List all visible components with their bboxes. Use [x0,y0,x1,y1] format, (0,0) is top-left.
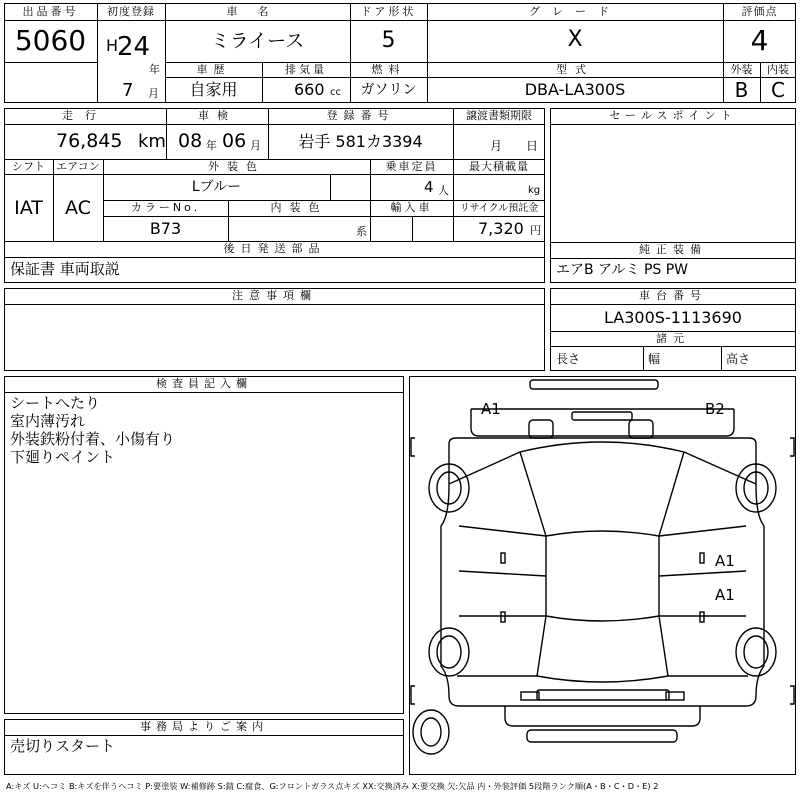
era: H [106,36,119,55]
int-color-unit: 系 [356,225,367,238]
transfer-day: 日 [526,139,539,153]
color-no-value: B73 [149,219,182,238]
ac-label: エアコン [56,160,100,173]
exterior-value: B [734,78,749,102]
damage-mark-front-left: A1 [481,400,501,418]
displacement-value: 660 [294,80,325,99]
score-label: 評価点 [741,5,778,18]
door-value: 5 [381,28,396,53]
damage-mark-right-rear-door: A1 [715,586,735,604]
inspector-line-2: 室内薄汚れ [10,412,86,430]
shift-value: IAT [14,197,43,219]
sales-points-box [550,108,796,243]
shift-label: シフト [12,160,45,173]
interior-label: 内装 [767,63,789,76]
score-value: 4 [750,24,769,57]
equipment-value: エアB アルミ PS PW [556,262,689,278]
car-name: ミライース [210,30,305,52]
lot-no-label: 出品番号 [22,5,79,18]
displacement-unit: cc [330,87,341,98]
inspector-line-1: シートへたり [10,394,101,412]
chassis-label: 車台番号 [639,289,707,302]
door-label: ドア形状 [360,5,417,18]
damage-mark-right-front-door: A1 [715,552,735,570]
max-load-label: 最大積載量 [469,160,529,173]
notes-label: 注意事項欄 [232,289,317,302]
legend-text: A:キズ U:ヘコミ B:キズを伴うヘコミ P:要塗装 W:補修跡 S:錆 C:腐食、G:フロントガラス点キズ XX:交換済み X:要交換 欠:欠品 内・外装評価 5段階ランク順(A・B・C・D・E) 2 [6,781,659,791]
ext-color-value: Lブルー [191,179,242,195]
mileage-value: 76,845 [56,130,123,152]
equipment-label: 純正装備 [639,243,707,256]
grade-label: グレード [529,5,621,18]
sales-points-label: セールスポイント [609,109,737,122]
inspector-label: 検査員記入欄 [156,377,252,390]
int-color-label: 内装色 [270,201,328,214]
mileage-label: 走行 [62,109,108,122]
first-reg-year: 24 [117,32,151,62]
inspection-year: 08 [178,130,203,152]
length-label: 長さ [556,352,581,366]
later-parts-value: 保証書 車両取説 [10,260,120,278]
later-parts-label: 後日発送部品 [223,242,326,255]
grade-value: X [567,27,583,52]
model-label: 型式 [556,63,594,76]
ac-value: AC [65,197,91,219]
fuel-value: ガソリン [360,82,417,98]
damage-mark-front-right: B2 [705,400,725,418]
width-label: 幅 [648,352,661,366]
height-label: 高さ [726,352,751,366]
lot-no: 5060 [14,24,87,57]
chassis-value: LA300S-1113690 [604,308,742,327]
month-unit: 月 [148,87,159,100]
interior-value: C [771,78,785,102]
plate-label: 登録番号 [326,109,395,122]
dims-label: 諸元 [656,332,690,345]
color-no-label: カラーNo. [130,201,201,214]
displacement-label: 排気量 [285,63,327,76]
recycle-label: リサイクル預託金 [459,203,539,214]
recycle-value: 7,320 [478,219,524,238]
capacity-value: 4 [424,178,434,196]
inspection-label: 車検 [198,109,236,122]
ext-color-label: 外装色 [208,160,265,173]
recycle-unit: 円 [530,224,541,237]
max-load-unit: kg [528,185,541,196]
model-value: DBA-LA300S [524,80,626,99]
inspector-line-3: 外装鉄粉付着、小傷有り [10,430,176,448]
capacity-label: 乗車定員 [385,160,438,173]
exterior-label: 外装 [730,63,753,76]
first-reg-month: 7 [122,80,134,101]
transfer-label: 譲渡書類期限 [466,109,532,122]
office-value: 売切りスタート [10,737,116,755]
inspection-month: 06 [222,130,247,152]
fuel-label: 燃料 [371,63,406,76]
office-label: 事務局よりご案内 [140,720,268,733]
first-reg-label: 初度登録 [107,5,155,18]
history-value: 自家用 [189,80,238,99]
inspection-year-unit: 年 [206,139,217,152]
plate-value: 岩手 581カ3394 [298,132,423,151]
year-unit: 年 [149,63,160,76]
history-label: 車歴 [196,63,231,76]
transfer-month: 月 [490,139,503,153]
capacity-unit: 人 [438,184,449,197]
mileage-unit: km [138,131,166,152]
inspection-month-unit: 月 [250,139,261,152]
car-diagram [409,376,796,775]
inspector-line-4: 下廻りペイント [10,448,116,466]
import-label: 輸入車 [390,201,433,214]
car-name-label: 車名 [226,5,289,18]
